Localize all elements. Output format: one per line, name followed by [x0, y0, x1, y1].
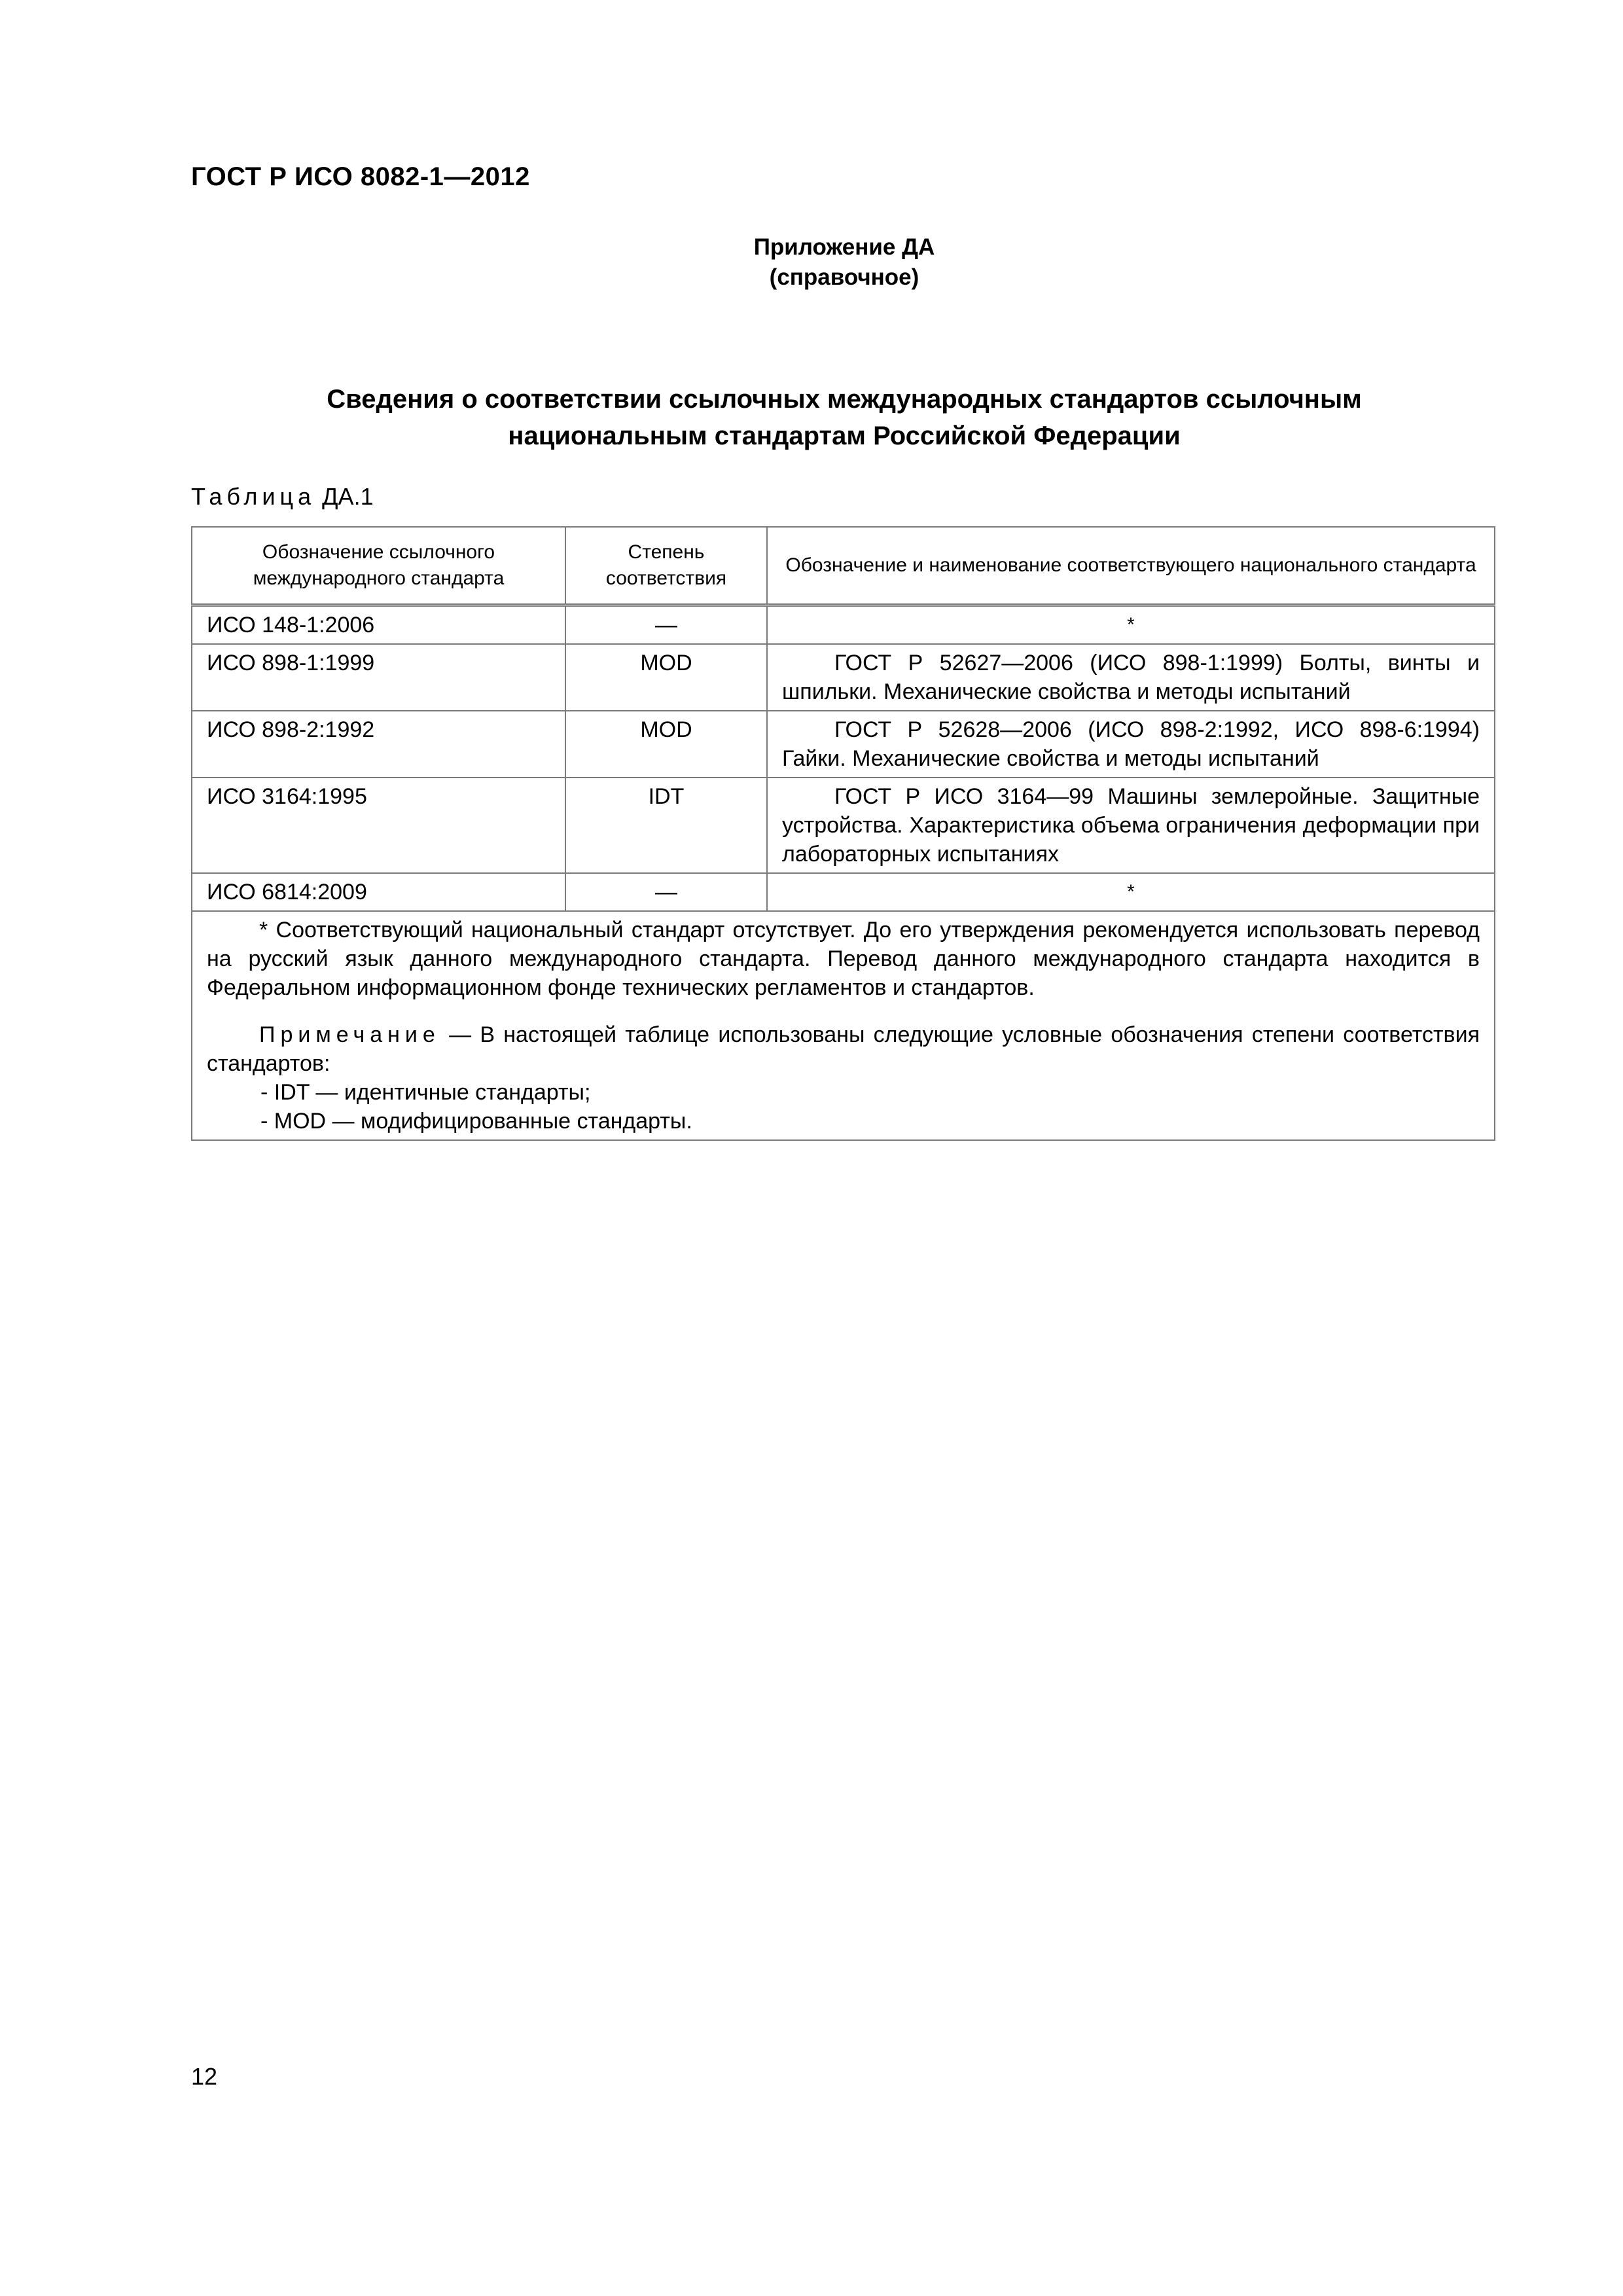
correspondence-table	[191, 526, 1495, 1141]
annex-name: Приложение ДА	[753, 234, 935, 260]
table-row	[192, 711, 1495, 778]
section-title	[0, 381, 1623, 454]
cell-gost: ГОСТ Р 52628—2006 (ИСО 898-2:1992, ИСО 898-6:1994) Гайки. Механические свойства и методы испытаний	[767, 711, 1495, 778]
title-line-2: национальным стандартам Российской Федерации	[508, 422, 1181, 450]
table-header-row	[192, 527, 1495, 605]
cell-gost: *	[767, 873, 1495, 911]
note-item-mod: - MOD — модифицированные стандарты.	[260, 1109, 692, 1134]
table-row	[192, 605, 1495, 645]
cell-gost: ГОСТ Р ИСО 3164—99 Машины землеройные. Защитные устройства. Характеристика объема ограничения деформации при лабораторных испытаниях	[767, 778, 1495, 873]
note-item-idt: - IDT — идентичные стандарты;	[260, 1080, 591, 1105]
cell-iso: ИСО 3164:1995	[192, 778, 565, 873]
cell-degree: MOD	[565, 711, 767, 778]
note-label: Примечание	[259, 1022, 440, 1047]
cell-degree: MOD	[565, 644, 767, 711]
table-label	[191, 483, 374, 511]
cell-iso: ИСО 148-1:2006	[192, 605, 565, 645]
cell-iso: ИСО 898-2:1992	[192, 711, 565, 778]
header-degree: Степень соответствия	[565, 527, 767, 605]
annex-heading	[0, 232, 1623, 293]
table-notes	[192, 911, 1495, 1140]
table-footnote: * Соответствующий национальный стандарт отсутствует. До его утверждения рекомендуется использовать перевод на русский язык данного международного стандарта. Перевод данного международного стандарта находится в Федеральном информационном фонде технических регламентов и стандартов.	[207, 918, 1480, 1000]
title-line-1: Сведения о соответствии ссылочных международных стандартов ссылочным	[327, 385, 1362, 414]
cell-gost: *	[767, 605, 1495, 645]
standard-header: ГОСТ Р ИСО 8082-1—2012	[191, 162, 530, 191]
cell-degree: —	[565, 873, 767, 911]
table-label-word: Таблица	[191, 483, 316, 510]
table-row	[192, 644, 1495, 711]
page-number: 12	[191, 2063, 218, 2090]
table-row	[192, 873, 1495, 911]
cell-iso: ИСО 898-1:1999	[192, 644, 565, 711]
header-iso-designation: Обозначение ссылочного международного стандарта	[192, 527, 565, 605]
note-text: — В настоящей таблице использованы следующие условные обозначения степени соответствия стандартов:	[207, 1022, 1480, 1076]
cell-gost: ГОСТ Р 52627—2006 (ИСО 898-1:1999) Болты, винты и шпильки. Механические свойства и методы испытаний	[767, 644, 1495, 711]
header-gost-designation: Обозначение и наименование соответствующего национального стандарта	[767, 527, 1495, 605]
cell-iso: ИСО 6814:2009	[192, 873, 565, 911]
annex-type: (справочное)	[769, 264, 919, 290]
table-row	[192, 778, 1495, 873]
cell-degree: IDT	[565, 778, 767, 873]
cell-degree: —	[565, 605, 767, 645]
table-notes-row	[192, 911, 1495, 1140]
table-note	[207, 1020, 1480, 1078]
table-label-number: ДА.1	[322, 483, 374, 510]
